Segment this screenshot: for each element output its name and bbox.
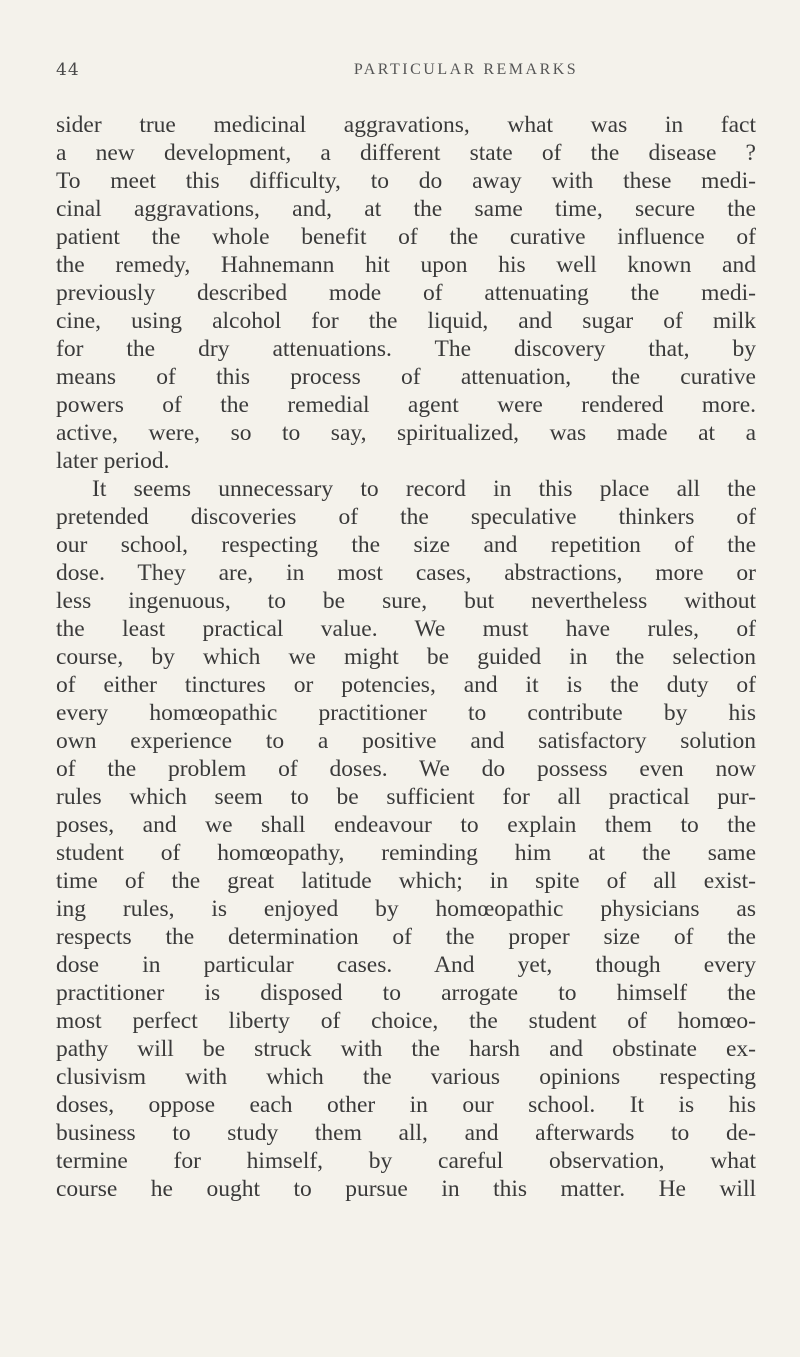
text-line: To meet this difficulty, to do away with these medi- xyxy=(56,168,756,194)
text-line: practitioner is disposed to arrogate to himself the xyxy=(56,980,756,1006)
text-line: active, were, so to say, spiritualized, was made at a xyxy=(56,420,756,446)
text-line: our school, respecting the size and repetition of the xyxy=(56,532,756,558)
text-line: time of the great latitude which; in spite of all exist- xyxy=(56,868,756,894)
text-line: dose. They are, in most cases, abstractions, more or xyxy=(56,560,756,586)
text-line: sider true medicinal aggravations, what was in fact xyxy=(56,112,756,138)
body-text xyxy=(56,111,756,1203)
text-line: termine for himself, by careful observation, what xyxy=(56,1148,756,1174)
text-line: every homœopathic practitioner to contribute by his xyxy=(56,700,756,726)
text-line: ing rules, is enjoyed by homœopathic physicians as xyxy=(56,896,756,922)
text-line: later period. xyxy=(56,448,170,474)
text-line: the remedy, Hahnemann hit upon his well known and xyxy=(56,252,756,278)
text-line: clusivism with which the various opinions respecting xyxy=(56,1064,756,1090)
text-line: a new development, a different state of the disease ? xyxy=(56,140,756,166)
text-line: own experience to a positive and satisfactory solution xyxy=(56,728,756,754)
text-line: of either tinctures or potencies, and it is the duty of xyxy=(56,672,756,698)
text-line: pretended discoveries of the speculative thinkers of xyxy=(56,504,756,530)
text-line: It seems unnecessary to record in this place all the xyxy=(92,476,756,502)
text-line: powers of the remedial agent were rendered more. xyxy=(56,392,756,418)
text-line: means of this process of attenuation, the curative xyxy=(56,364,756,390)
text-line: cine, using alcohol for the liquid, and sugar of milk xyxy=(56,308,756,334)
text-line: previously described mode of attenuating the medi- xyxy=(56,280,756,306)
text-line: most perfect liberty of choice, the student of homœo- xyxy=(56,1008,756,1034)
text-line: poses, and we shall endeavour to explain them to the xyxy=(56,812,756,838)
text-line: rules which seem to be sufficient for all practical pur- xyxy=(56,784,756,810)
running-head: PARTICULAR REMARKS xyxy=(353,61,579,78)
text-line: course he ought to pursue in this matter. He will xyxy=(56,1176,756,1202)
text-line: course, by which we might be guided in the selection xyxy=(56,644,756,670)
text-line: less ingenuous, to be sure, but nevertheless without xyxy=(56,588,756,614)
text-line: patient the whole benefit of the curative influence of xyxy=(56,224,756,250)
text-line: student of homœopathy, reminding him at the same xyxy=(56,840,756,866)
text-line: business to study them all, and afterwards to de- xyxy=(56,1120,756,1146)
text-line: of the problem of doses. We do possess even now xyxy=(56,756,756,782)
text-line: dose in particular cases. And yet, though every xyxy=(56,952,756,978)
text-line: respects the determination of the proper size of the xyxy=(56,924,756,950)
page-number: 44 xyxy=(56,60,80,80)
text-line: for the dry attenuations. The discovery that, by xyxy=(56,336,756,362)
text-line: doses, oppose each other in our school. It is his xyxy=(56,1092,756,1118)
text-line: pathy will be struck with the harsh and obstinate ex- xyxy=(56,1036,756,1062)
text-line: the least practical value. We must have rules, of xyxy=(56,616,756,642)
text-line: cinal aggravations, and, at the same time, secure the xyxy=(56,196,756,222)
